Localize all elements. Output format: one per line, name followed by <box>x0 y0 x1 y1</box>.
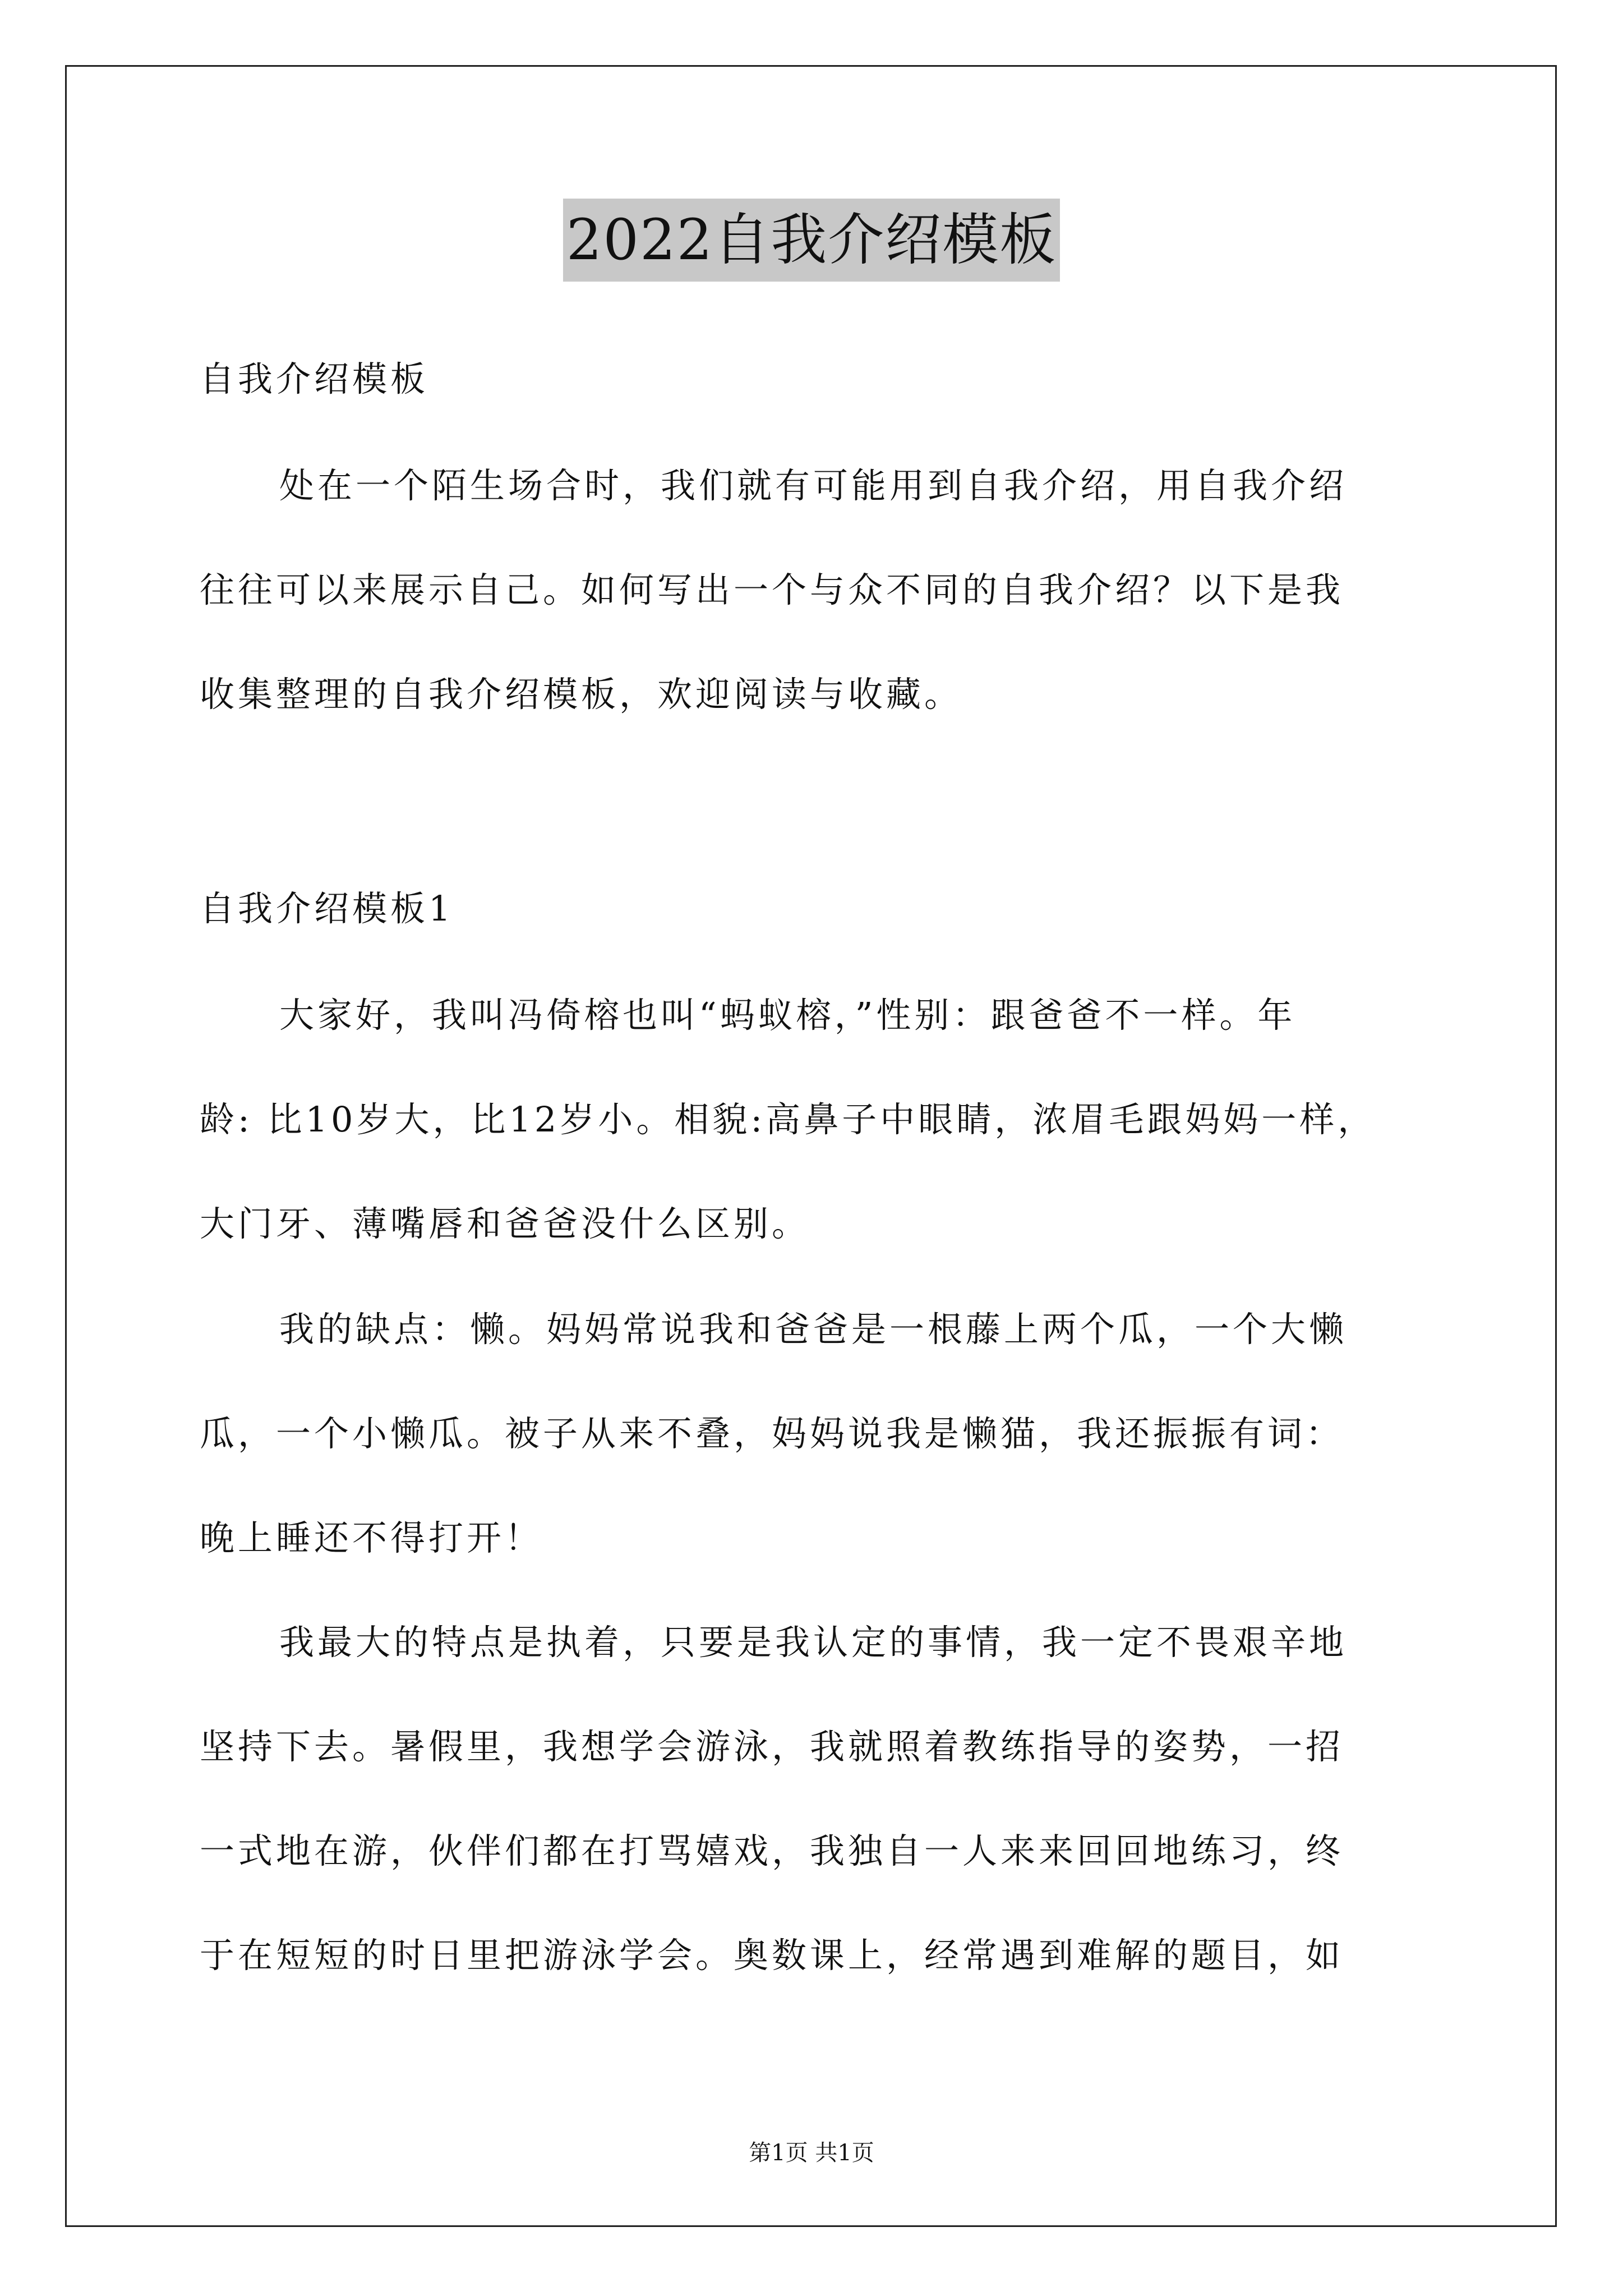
para3-line-4: 于在短短的时日里把游泳学会。奥数课上，经常遇到难解的题目，如 <box>200 1935 1344 1976</box>
para1-line-3: 大门牙、薄嘴唇和爸爸没什么区别。 <box>200 1203 810 1244</box>
para1-line-1: 大家好，我叫冯倚榕也叫“蚂蚁榕，”性别：跟爸爸不一样。年 <box>279 995 1296 1036</box>
document-title: 2022自我介绍模板 <box>563 199 1061 282</box>
para1-line-2: 龄: 比10岁大，比12岁小。相貌:高鼻子中眼睛，浓眉毛跟妈妈一样， <box>200 1099 1376 1140</box>
para2-line-1: 我的缺点：懒。妈妈常说我和爸爸是一根藤上两个瓜，一个大懒 <box>279 1309 1348 1350</box>
section-heading: 自我介绍模板1 <box>200 888 454 929</box>
intro-line-1: 处在一个陌生场合时，我们就有可能用到自我介绍，用自我介绍 <box>279 465 1348 506</box>
document-subtitle: 自我介绍模板 <box>200 358 429 399</box>
para3-line-3: 一式地在游，伙伴们都在打骂嬉戏，我独自一人来来回回地练习，终 <box>200 1830 1344 1871</box>
para3-line-1: 我最大的特点是执着，只要是我认定的事情，我一定不畏艰辛地 <box>279 1622 1348 1663</box>
para2-line-2: 瓜，一个小懒瓜。被子从来不叠，妈妈说我是懒猫，我还振振有词： <box>200 1413 1344 1454</box>
page-number-footer: 第1页 共1页 <box>749 2140 874 2166</box>
intro-line-3: 收集整理的自我介绍模板，欢迎阅读与收藏。 <box>200 674 963 715</box>
para2-line-3: 晚上睡还不得打开！ <box>200 1517 543 1558</box>
title-container <box>0 199 1623 282</box>
para3-line-2: 坚持下去。暑假里，我想学会游泳，我就照着教练指导的姿势，一招 <box>200 1726 1344 1767</box>
intro-line-2: 往往可以来展示自己。如何写出一个与众不同的自我介绍？以下是我 <box>200 569 1344 610</box>
